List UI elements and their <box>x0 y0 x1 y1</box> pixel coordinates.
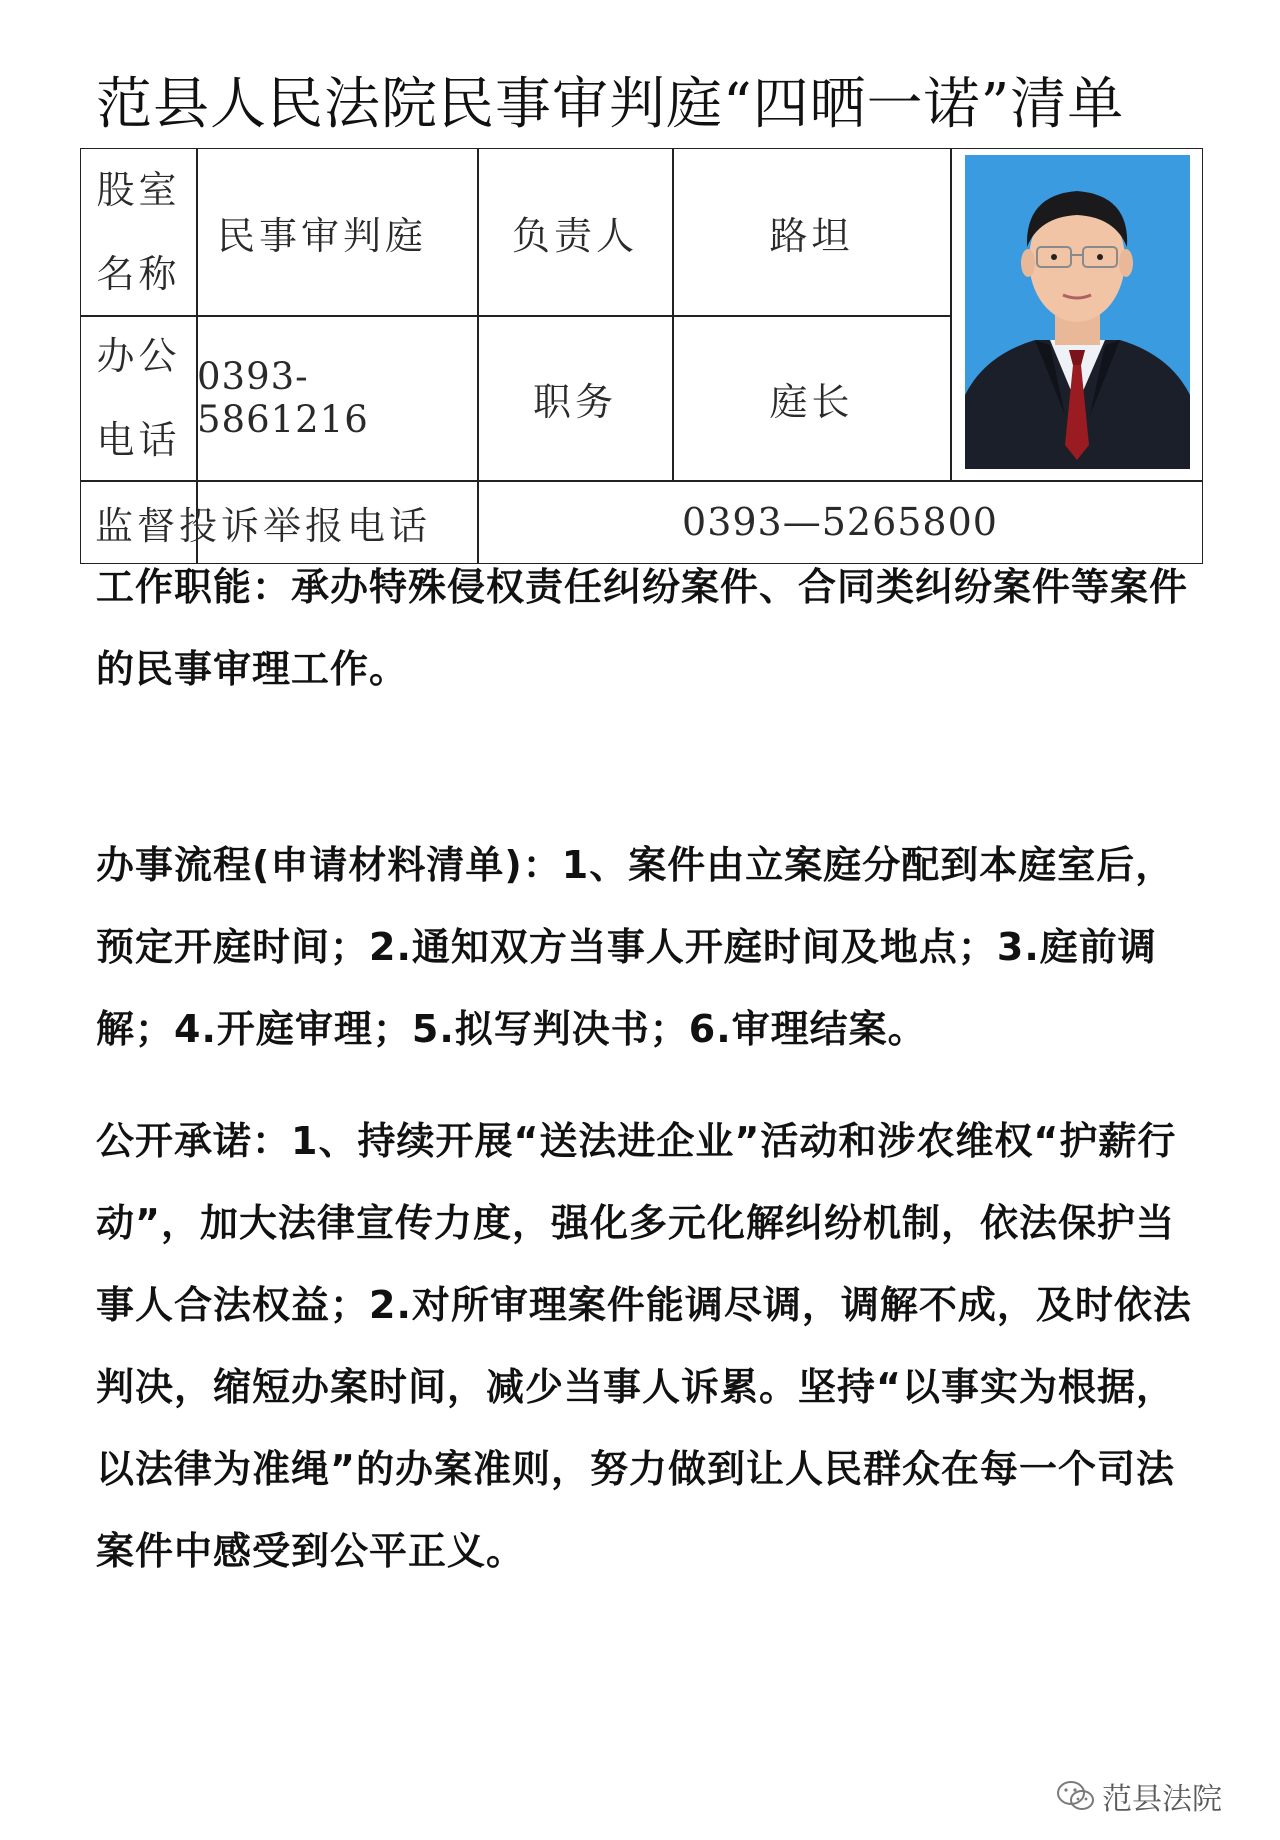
position-value: 庭长 <box>769 379 854 424</box>
process-section <box>96 824 1196 1070</box>
phone-label <box>96 314 180 482</box>
functions-text: 承办特殊侵权责任纠纷案件、合同类纠纷案件等案件的民事审理工作。 <box>96 565 1189 691</box>
head-label: 负责人 <box>511 213 638 258</box>
info-table <box>80 148 1203 564</box>
complaint-value: 0393—5265800 <box>682 500 998 544</box>
phone-value: 0393-5861216 <box>197 355 369 441</box>
phone-label-cell <box>81 316 196 480</box>
process-heading: 办事流程(申请材料清单)： <box>96 843 562 887</box>
promise-heading: 公开承诺： <box>96 1119 292 1163</box>
dept-label-cell <box>81 149 196 315</box>
promise-section <box>96 1100 1196 1592</box>
watermark-text: 范县法院 <box>1102 1782 1222 1817</box>
phone-label-line-2: 电话 <box>96 418 181 462</box>
dept-label <box>96 148 180 316</box>
wechat-icon <box>1056 1779 1096 1813</box>
position-label: 职务 <box>532 379 617 424</box>
head-value: 路坦 <box>769 213 854 258</box>
functions-section <box>96 546 1196 710</box>
page-title: 范县人民法院民事审判庭“四晒一诺”清单 <box>96 72 1125 137</box>
dept-value: 民事审判庭 <box>217 213 428 258</box>
process-text: 1、案件由立案庭分配到本庭室后，预定开庭时间；2.通知双方当事人开庭时间及地点；3.庭前调解；4.开庭审理；5.拟写判决书；6.审理结案。 <box>96 843 1175 1051</box>
phone-label-line-1: 办公 <box>96 334 181 378</box>
complaint-label: 监督投诉举报电话 <box>95 503 432 548</box>
dept-label-line-2: 名称 <box>96 252 181 296</box>
dept-label-line-1: 股室 <box>96 168 181 212</box>
portrait-illustration <box>965 155 1190 469</box>
promise-text: 1、持续开展“送法进企业”活动和涉农维权“护薪行动”，加大法律宣传力度，强化多元化解纠纷机制，依法保护当事人合法权益；2.对所审理案件能调尽调，调解不成，及时依法判决，缩短办案时间，减少当事人诉累。坚持“以事实为根据，以法律为准绳”的办案准则，努力做到让人民群众在每一个司法案件中感受到公平正义。 <box>96 1119 1192 1573</box>
functions-heading: 工作职能： <box>96 565 292 609</box>
portrait-photo <box>965 155 1190 469</box>
watermark <box>1056 1774 1222 1818</box>
